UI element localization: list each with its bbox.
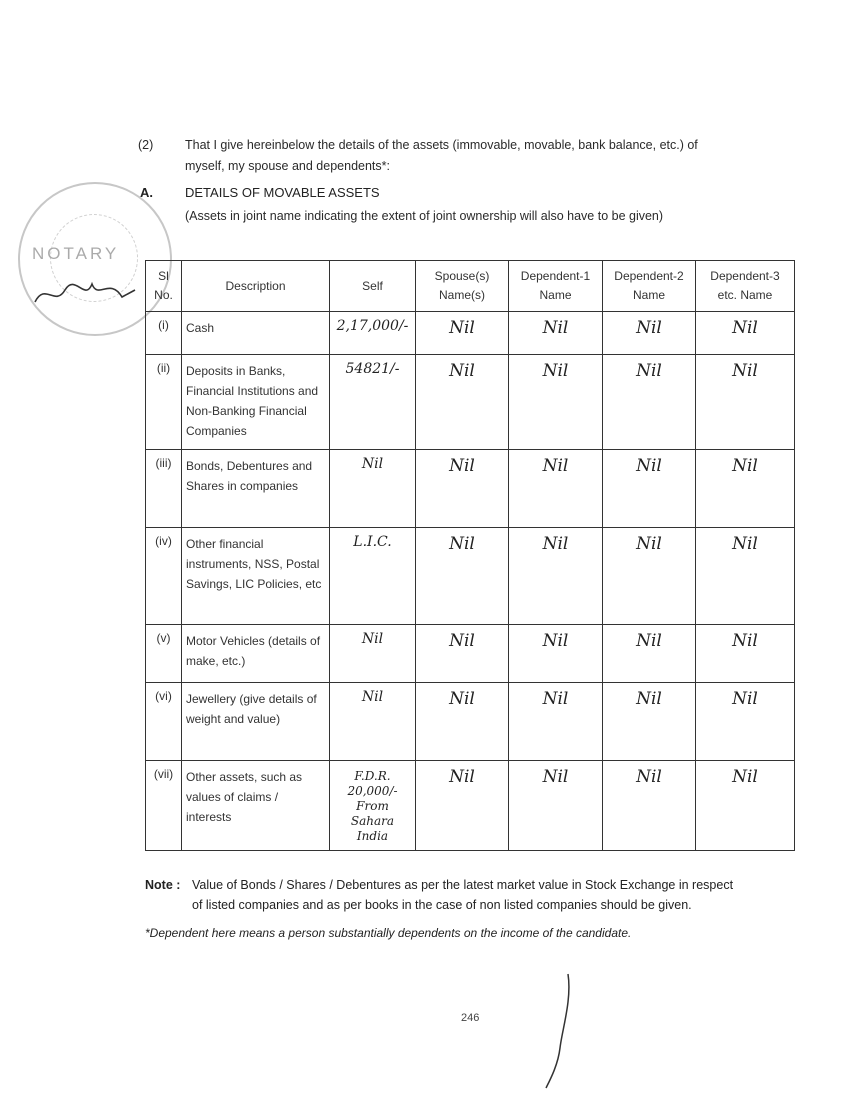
row-self-value: Nil (330, 625, 416, 683)
row-dependent-1-value: Nil (509, 355, 603, 450)
row-description: Other financial instruments, NSS, Postal Savings, LIC Policies, etc (182, 528, 330, 625)
header-description: Description (182, 261, 330, 312)
movable-assets-table (145, 260, 795, 851)
row-spouse-value: Nil (416, 355, 509, 450)
row-dependent-2-value: Nil (603, 450, 696, 528)
row-self-value: L.I.C. (330, 528, 416, 625)
row-description: Bonds, Debentures and Shares in companies (182, 450, 330, 528)
header-spouse: Spouse(s) Name(s) (416, 261, 509, 312)
row-dependent-3-value: Nil (696, 761, 795, 851)
row-spouse-value: Nil (416, 528, 509, 625)
row-spouse-value: Nil (416, 683, 509, 761)
note-label: Note : (145, 878, 181, 892)
row-spouse-value: Nil (416, 312, 509, 355)
table-row (146, 625, 795, 683)
page-number: 246 (461, 1012, 480, 1024)
row-sno: (iv) (146, 528, 182, 625)
header-dependent-2: Dependent-2 Name (603, 261, 696, 312)
row-spouse-value: Nil (416, 625, 509, 683)
row-dependent-3-value: Nil (696, 355, 795, 450)
row-sno: (v) (146, 625, 182, 683)
row-description: Jewellery (give details of weight and value) (182, 683, 330, 761)
section-letter: A. (140, 185, 153, 200)
row-sno: (vii) (146, 761, 182, 851)
row-dependent-2-value: Nil (603, 761, 696, 851)
row-dependent-3-value: Nil (696, 528, 795, 625)
header-dependent-3: Dependent-3 etc. Name (696, 261, 795, 312)
intro-line-1: That I give hereinbelow the details of the assets (immovable, movable, bank balance, etc.) of (185, 138, 698, 152)
row-description: Motor Vehicles (details of make, etc.) (182, 625, 330, 683)
row-self-value: Nil (330, 683, 416, 761)
row-dependent-1-value: Nil (509, 528, 603, 625)
footnote: *Dependent here means a person substantially dependents on the income of the candidate. (145, 926, 632, 940)
row-dependent-1-value: Nil (509, 625, 603, 683)
table-row (146, 312, 795, 355)
pen-stroke-mark (540, 970, 580, 1090)
header-self: Self (330, 261, 416, 312)
table-row (146, 355, 795, 450)
row-description: Other assets, such as values of claims / interests (182, 761, 330, 851)
row-self-value: 2,17,000/- (330, 312, 416, 355)
row-dependent-1-value: Nil (509, 683, 603, 761)
section-title: DETAILS OF MOVABLE ASSETS (185, 185, 380, 200)
intro-line-2: myself, my spouse and dependents*: (185, 159, 390, 173)
row-spouse-value: Nil (416, 450, 509, 528)
table-row (146, 683, 795, 761)
row-sno: (i) (146, 312, 182, 355)
row-dependent-3-value: Nil (696, 683, 795, 761)
row-dependent-2-value: Nil (603, 625, 696, 683)
row-sno: (vi) (146, 683, 182, 761)
row-description: Cash (182, 312, 330, 355)
row-dependent-2-value: Nil (603, 528, 696, 625)
row-self-value: F.D.R. 20,000/- From Sahara India (330, 761, 416, 851)
section-subtitle: (Assets in joint name indicating the extent of joint ownership will also have to be given) (185, 209, 664, 223)
row-self-value: Nil (330, 450, 416, 528)
table-row (146, 761, 795, 851)
row-sno: (ii) (146, 355, 182, 450)
row-dependent-3-value: Nil (696, 450, 795, 528)
row-dependent-1-value: Nil (509, 450, 603, 528)
row-spouse-value: Nil (416, 761, 509, 851)
row-description: Deposits in Banks, Financial Institutions and Non-Banking Financial Companies (182, 355, 330, 450)
header-dependent-1: Dependent-1 Name (509, 261, 603, 312)
header-sno: Sl No. (146, 261, 182, 312)
table-row (146, 528, 795, 625)
row-dependent-2-value: Nil (603, 312, 696, 355)
row-self-value: 54821/- (330, 355, 416, 450)
intro-number: (2) (138, 138, 154, 152)
row-dependent-2-value: Nil (603, 355, 696, 450)
table-row (146, 450, 795, 528)
row-dependent-3-value: Nil (696, 625, 795, 683)
note-line-2: of listed companies and as per books in the case of non listed companies should be given. (192, 898, 692, 912)
row-dependent-3-value: Nil (696, 312, 795, 355)
table-header-row (146, 261, 795, 312)
signature-mark (30, 272, 140, 312)
notary-stamp-text: NOTARY (32, 244, 120, 263)
row-sno: (iii) (146, 450, 182, 528)
row-dependent-1-value: Nil (509, 312, 603, 355)
row-dependent-2-value: Nil (603, 683, 696, 761)
note-line-1: Value of Bonds / Shares / Debentures as per the latest market value in Stock Exchange in respect (192, 878, 734, 892)
row-dependent-1-value: Nil (509, 761, 603, 851)
